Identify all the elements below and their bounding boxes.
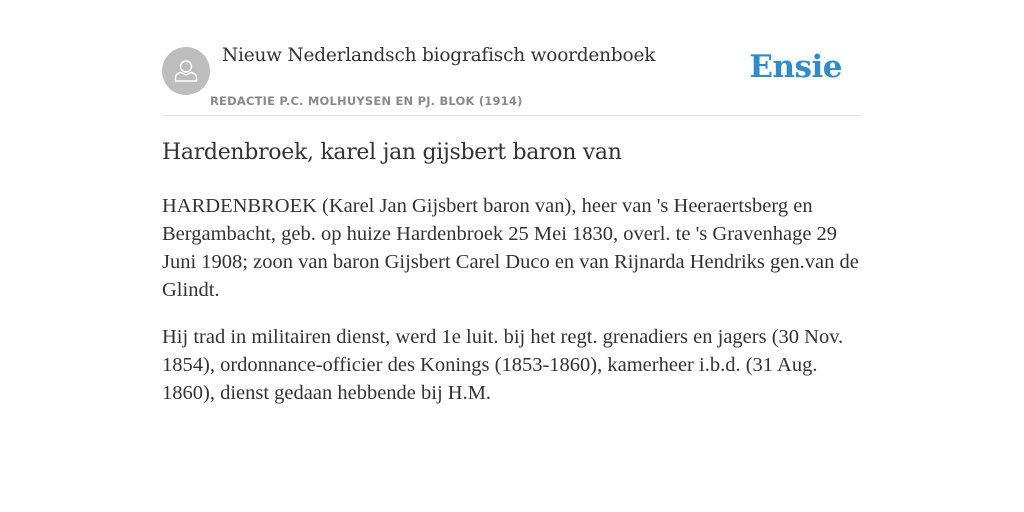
brand-logo[interactable]: Ensie bbox=[749, 49, 842, 85]
user-icon bbox=[162, 47, 210, 95]
source-header bbox=[162, 40, 862, 116]
article-title: Hardenbroek, karel jan gijsbert baron van bbox=[162, 140, 622, 165]
article-body bbox=[162, 192, 862, 426]
avatar[interactable] bbox=[162, 47, 210, 95]
source-title[interactable]: Nieuw Nederlandsch biografisch woordenboek bbox=[222, 45, 656, 66]
source-editors: REDACTIE P.C. MOLHUYSEN EN PJ. BLOK (1914) bbox=[210, 94, 523, 108]
article-paragraph: HARDENBROEK (Karel Jan Gijsbert baron van), heer van 's Heeraertsberg en Bergambacht, geb. op huize Hardenbroek 25 Mei 1830, overl. te 's Gravenhage 29 Juni 1908; zoon van baron Gijsbert Carel Duco en van Rijnarda Hendriks gen.van de Glindt. bbox=[162, 195, 859, 301]
article-paragraph: Hij trad in militairen dienst, werd 1e luit. bij het regt. grenadiers en jagers (30 Nov. 1854), ordonnance-officier des Konings (1853-1860), kamerheer i.b.d. (31 Aug. 1860), dienst gedaan hebbende bij H.M. bbox=[162, 326, 844, 404]
